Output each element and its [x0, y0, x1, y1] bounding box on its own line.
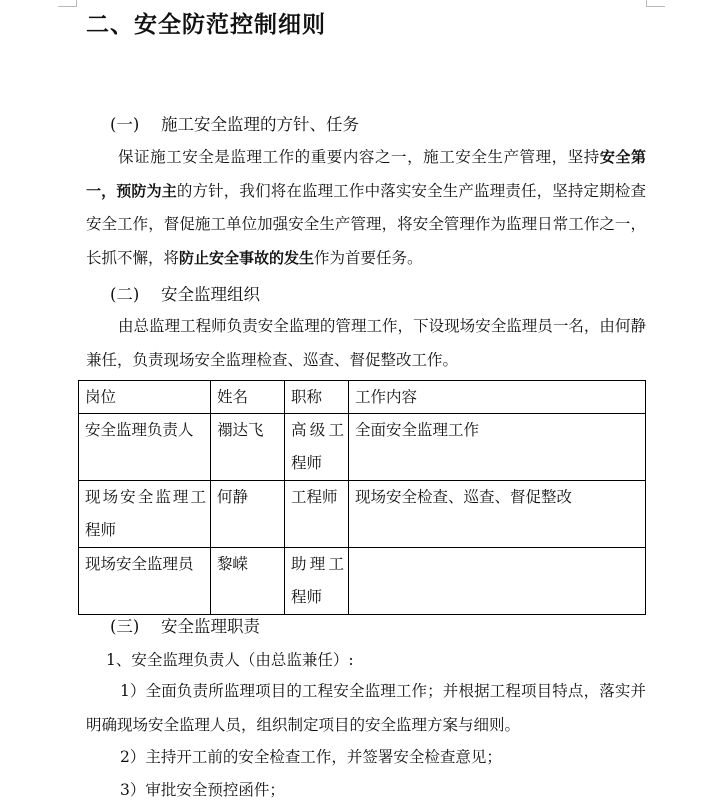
subsection-number-1: (一): [110, 115, 140, 134]
table-cell: 现场安全监理员: [79, 548, 211, 615]
duty-sub-item-1: 1）全面负责所监理项目的工程安全监理工作；并根据工程项目特点，落实并明确现场安全监理人员，组织制定项目的安全监理方案与细则。: [86, 682, 646, 734]
table-cell: 工程师: [285, 481, 349, 548]
paragraph-safety-policy: [86, 141, 646, 275]
subsection-heading-1: [110, 111, 359, 135]
table-cell: 现场安全检查、巡查、督促整改: [349, 481, 646, 548]
page-corner-mark-left: [58, 0, 77, 7]
table-cell: 全面安全监理工作: [349, 414, 646, 481]
header-cell: 职称: [285, 381, 349, 414]
table-cell: [349, 548, 646, 615]
table-cell: 助理工程师: [285, 548, 349, 615]
table-cell: 何静: [211, 481, 285, 548]
paragraph-organization: 由总监理工程师负责安全监理的管理工作，下设现场安全监理员一名，由何静兼任，负责现场安全监理检查、巡查、督促整改工作。: [86, 317, 646, 369]
subsection-number-2: (二): [110, 285, 140, 304]
table-cell: 黎嵘: [211, 548, 285, 615]
table-cell: 禤达飞: [211, 414, 285, 481]
subsection-heading-2: [110, 281, 260, 305]
table-cell: 高级工程师: [285, 414, 349, 481]
header-cell: 工作内容: [349, 381, 646, 414]
subsection-title-3: 安全监理职责: [161, 617, 260, 636]
table-row: [79, 414, 646, 481]
table-cell: 现场安全监理工程师: [79, 481, 211, 548]
para-text-2: 的方针，我们将在监理工作中落实安全生产监理责任，坚持定期检查安全工作，督促施工单位加强安全生产管理，将安全管理作为监理日常工作之一，长抓不懈，将: [86, 181, 646, 267]
subsection-title-2: 安全监理组织: [161, 285, 260, 304]
duty-item-1: 1、安全监理负责人（由总监兼任）:: [106, 651, 354, 669]
bold-phrase-prevent-accidents: 防止安全事故的发生: [179, 248, 315, 267]
table-header-row: [79, 381, 646, 414]
header-cell: 姓名: [211, 381, 285, 414]
page-corner-mark-right: [646, 0, 665, 7]
bold-phrase-safety-first: 安全第一，预防为主: [86, 148, 646, 200]
table-cell: 安全监理负责人: [79, 414, 211, 481]
subsection-title-1: 施工安全监理的方针、任务: [161, 115, 359, 134]
para-text-1: 保证施工安全是监理工作的重要内容之一，施工安全生产管理，坚持: [118, 148, 600, 166]
subsection-number-3: (三): [110, 617, 140, 636]
section-heading: 二、安全防范控制细则: [86, 12, 326, 38]
table-row: [79, 548, 646, 615]
staff-table: [78, 380, 646, 615]
subsection-heading-3: [110, 613, 260, 637]
table-row: [79, 481, 646, 548]
header-cell: 岗位: [79, 381, 211, 414]
duty-sub-item-2: 2）主持开工前的安全检查工作，并签署安全检查意见；: [120, 748, 502, 766]
para-text-3: 作为首要任务。: [314, 248, 423, 267]
duty-sub-item-3: 3）审批安全预控函件；: [120, 781, 285, 799]
